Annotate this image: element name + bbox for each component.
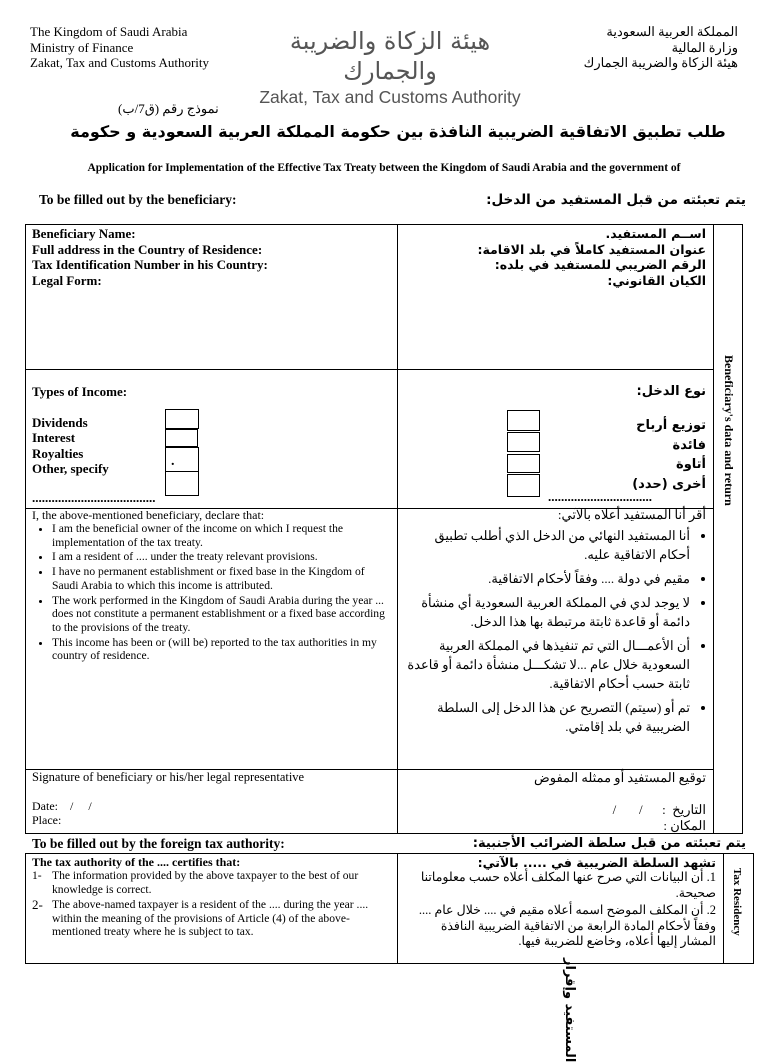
signature-place-ar: المكان : bbox=[663, 818, 706, 833]
income-types-en bbox=[32, 415, 109, 476]
signature-date-en: Date: / / bbox=[32, 799, 92, 813]
header-authority-en: Zakat, Tax and Customs Authority bbox=[30, 55, 210, 70]
declaration-item-en: • The work performed in the Kingdom of Saudi Arabia during the year ... does not constitute a permanent establishment or a fixed base according to the provisions of the treaty. bbox=[52, 594, 392, 635]
income-types-title-ar: نوع الدخل: bbox=[636, 384, 706, 399]
authority-logo bbox=[256, 26, 524, 108]
income-dividends-label-ar: توزيع أرباح bbox=[636, 418, 706, 433]
legal-form-label: Legal Form: bbox=[32, 272, 102, 288]
header-kingdom-ar: المملكة العربية السعودية bbox=[606, 24, 738, 39]
income-dividends-label: Dividends bbox=[32, 415, 88, 430]
declaration-item-en: • I have no permanent establishment or fixed base in the Kingdom of Saudi Arabia to which this income is attributed. bbox=[52, 565, 392, 592]
certification-item-ar: 2. أن المكلف الموضح اسمه أعلاه مقيم في .... خلال عام .... وفقاً لأحكام المادة الرابعة من الاتفاقية الضريبية النافذة المشار إليها أعلاه، وخاضع للضريبة فيها. bbox=[418, 903, 716, 948]
certification-item-text: The above-named taxpayer is a resident of the .... during the year .... within the meaning of the provisions of Article (4) of the above-mentioned treaty where he is subject to tax. bbox=[52, 898, 369, 939]
declaration-item-en: • I am the beneficial owner of the income on which I request the implementation of the tax treaty. bbox=[52, 522, 392, 549]
form-number: نموذج رقم (ق7/ب) bbox=[118, 101, 219, 116]
certification-item-en bbox=[32, 898, 392, 939]
declaration-item-ar: • تم أو (سيتم) التصريح عن هذا الدخل إلى السلطة الضريبية في بلد إقامتي. bbox=[404, 698, 690, 736]
interest-checkbox-ar[interactable] bbox=[507, 432, 540, 452]
income-other-dots-ar: ................................ bbox=[548, 489, 652, 504]
income-royalties-label: Royalties bbox=[32, 445, 84, 461]
declaration-list-en bbox=[32, 522, 392, 664]
overflow-arabic-label: المستفيد وإقرار bbox=[562, 958, 577, 1062]
beneficiary-name-label-ar: اســم المستفيد. bbox=[605, 226, 706, 241]
legal-form-label-ar: الكيان القانوني: bbox=[607, 272, 706, 288]
interest-checkbox[interactable] bbox=[165, 429, 198, 447]
other-checkbox-ar[interactable] bbox=[507, 474, 540, 497]
checkbox-mark: . bbox=[171, 454, 175, 469]
beneficiary-info-en bbox=[32, 226, 268, 288]
beneficiary-heading-en: To be filled out by the beneficiary: bbox=[39, 192, 237, 207]
signature-label-ar: توقيع المستفيد أو ممثله المفوض bbox=[534, 770, 706, 785]
beneficiary-info-ar bbox=[404, 226, 706, 288]
declaration-list-ar bbox=[404, 526, 712, 741]
address-label-ar: عنوان المستفيد كاملاً في بلد الاقامة: bbox=[477, 241, 706, 257]
signature-label-en: Signature of beneficiary or his/her legal representative bbox=[32, 770, 305, 784]
certification-item-number: 2- bbox=[32, 897, 43, 913]
certification-item-en bbox=[32, 869, 392, 896]
tax-id-label-ar: الرقم الضريبي للمستفيد في بلده: bbox=[494, 257, 706, 272]
declaration-item-ar: • أنا المستفيد النهائي من الدخل الذي أطلب تطبيق أحكام الاتفاقية عليه. bbox=[404, 526, 690, 564]
income-interest-label-ar: فائدة bbox=[672, 437, 706, 453]
certification-item-number: 1- bbox=[32, 869, 42, 882]
declaration-intro-ar: أقر أنا المستفيد أعلاه بالآتي: bbox=[557, 507, 706, 522]
certification-intro-en: The tax authority of the .... certifies that: bbox=[32, 855, 241, 869]
declaration-item-en: • I am a resident of .... under the treaty relevant provisions. bbox=[52, 550, 392, 564]
logo-text-english: Zakat, Tax and Customs Authority bbox=[259, 87, 521, 107]
header-arabic bbox=[584, 24, 738, 71]
certification-list-en bbox=[32, 869, 392, 939]
declaration-item-ar: • مقيم في دولة .... وفقاً لأحكام الاتفاقية. bbox=[404, 569, 690, 588]
income-types-ar bbox=[560, 416, 706, 494]
foreign-heading-en: To be filled out by the foreign tax authority: bbox=[32, 836, 285, 851]
beneficiary-side-label: Beneficiary's data and return bbox=[722, 355, 736, 506]
tax-residency-label: Tax Residency bbox=[731, 868, 743, 936]
certification-item-ar: 1. أن البيانات التي صرح عنها المكلف أعلاه حسب معلوماتنا صحيحة. bbox=[420, 870, 716, 900]
income-other-label: Other, specify bbox=[32, 460, 109, 476]
declaration-item-ar: • أن الأعمـــال التي تم تنفيذها في المملكة العربية السعودية خلال عام ...لا تشكـــل منشأة دائمة أو قاعدة ثابتة حسب أحكام الاتفاقية. bbox=[404, 636, 690, 693]
certification-item-text: The information provided by the above taxpayer to the best of our knowledge is correct. bbox=[52, 869, 359, 896]
header-english bbox=[30, 24, 209, 71]
foreign-heading-ar: يتم تعبئته من قبل سلطة الضرائب الأجنبية: bbox=[472, 836, 746, 851]
form-title-english: Application for Implementation of the Effective Tax Treaty between the Kingdom of Saudi Arabia and the government of bbox=[87, 162, 681, 174]
income-royalties-label-ar: أتاوة bbox=[676, 457, 706, 472]
other-checkbox[interactable] bbox=[165, 471, 199, 496]
header-kingdom-en: The Kingdom of Saudi Arabia bbox=[30, 24, 188, 39]
header-authority-ar: هيئة الزكاة والضريبة الجمارك bbox=[583, 55, 738, 70]
royalties-checkbox-ar[interactable] bbox=[507, 454, 540, 473]
certification-intro-ar: تشهد السلطة الضريبية في ..... بالآتي: bbox=[477, 855, 716, 870]
tax-id-label: Tax Identification Number in his Country: bbox=[32, 257, 268, 272]
certification-list-ar bbox=[404, 870, 716, 950]
header-ministry-ar: وزارة المالية bbox=[671, 39, 738, 55]
income-interest-label: Interest bbox=[32, 430, 76, 446]
income-other-label-ar: أخرى (حدد) bbox=[632, 476, 706, 492]
signature-date-ar: التاريخ : / / bbox=[612, 802, 706, 817]
logo-text-arabic: هيئة الزكاة والضريبة والجمارك bbox=[289, 27, 491, 85]
dividends-checkbox[interactable] bbox=[165, 409, 199, 429]
declaration-intro-en: I, the above-mentioned beneficiary, declare that: bbox=[32, 508, 265, 522]
income-other-dots-en: ...................................... bbox=[32, 490, 156, 505]
header-ministry-en: Ministry of Finance bbox=[30, 39, 134, 55]
income-types-title-en: Types of Income: bbox=[32, 384, 128, 399]
dividends-checkbox-ar[interactable] bbox=[507, 410, 540, 431]
beneficiary-heading-ar: يتم تعبئته من قبل المستفيد من الدخل: bbox=[486, 192, 746, 208]
declaration-item-ar: • لا يوجد لدي في المملكة العربية السعودية أي منشأة دائمة أو قاعدة ثابتة مرتبطة بها هذا الدخل. bbox=[404, 593, 690, 631]
form-title-arabic: طلب تطبيق الاتفاقية الضريبية النافذة بين حكومة المملكة العربية السعودية و حكومة bbox=[70, 122, 726, 141]
address-label: Full address in the Country of Residence: bbox=[32, 241, 263, 257]
declaration-item-en: • This income has been or (will be) reported to the tax authorities in my country of residence. bbox=[52, 636, 392, 663]
signature-place-en: Place: bbox=[32, 813, 62, 827]
beneficiary-name-label: Beneficiary Name: bbox=[32, 226, 136, 241]
